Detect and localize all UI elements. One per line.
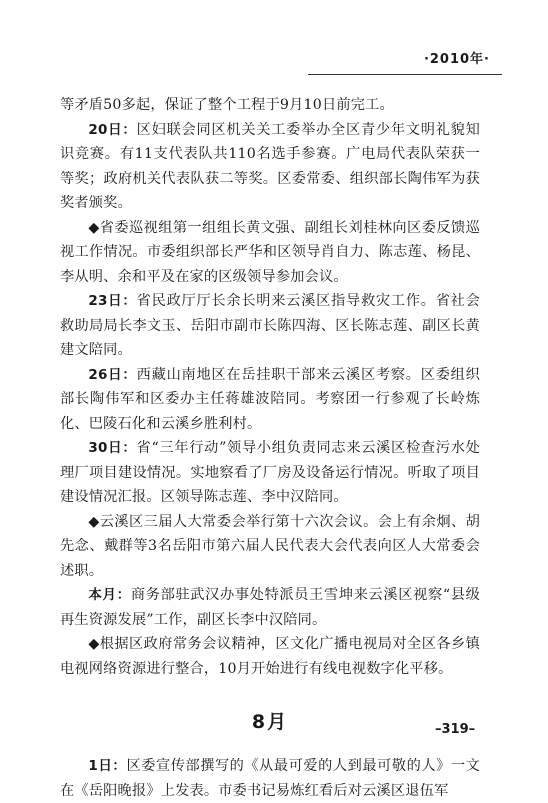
chronicle-entry bbox=[60, 93, 480, 118]
chronicle-entry bbox=[60, 436, 480, 510]
entry-date: 30日： bbox=[88, 440, 137, 456]
entry-date: 20日： bbox=[88, 121, 137, 138]
entry-date: 本月： bbox=[88, 587, 131, 603]
entry-date: 23日： bbox=[88, 293, 137, 309]
page-number: –319– bbox=[435, 722, 476, 737]
running-head-year: ·2010年· bbox=[423, 52, 490, 67]
chronicle-entry bbox=[60, 118, 480, 216]
entry-text: 省“三年行动”领导小组负责同志来云溪区检查污水处理厂项目建设情况。实地察看了厂房及设备运行情况。听取了项目建设情况汇报。区领导陈志莲、李中汉陪同。 bbox=[60, 440, 480, 505]
chronicle-entry bbox=[60, 754, 480, 803]
header-rule bbox=[308, 74, 502, 75]
chronicle-entry bbox=[60, 363, 480, 437]
entry-date: 1日： bbox=[88, 758, 127, 774]
entry-text: ◆省委巡视组第一组组长黄文强、副组长刘桂林向区委反馈巡视工作情况。市委组织部长严华和区领导肖自力、陈志莲、杨昆、李从明、余和平及在家的区级领导参加会议。 bbox=[60, 219, 480, 285]
chronicle-entry bbox=[60, 510, 480, 584]
july-entries bbox=[60, 93, 480, 681]
entry-text: 西藏山南地区在岳挂职干部来云溪区考察。区委组织部长陶伟军和区委办主任蒋雄波陪同。考察团一行参观了长岭炼化、巴陵石化和云溪乡胜利村。 bbox=[60, 366, 480, 432]
entry-text: 区妇联会同区机关关工委举办全区青少年文明礼貌知识竞赛。有11支代表队共110名选手参赛。广电局代表队荣获一等奖；政府机关代表队获二等奖。区委常委、组织部长陶伟军为获奖者颁奖。 bbox=[60, 121, 480, 211]
entry-text: ◆根据区政府常务会议精神，区文化广播电视局对全区各乡镇电视网络资源进行整合，10月开始进行有线电视数字化平移。 bbox=[60, 636, 480, 677]
entry-text: 等矛盾50多起，保证了整个工程于9月10日前完工。 bbox=[60, 97, 394, 113]
entry-date: 26日： bbox=[88, 366, 137, 383]
entry-text: ◆云溪区三届人大常委会举行第十六次会议。会上有余炯、胡先念、戴群等3名岳阳市第六届人民代表大会代表向区人大常委会述职。 bbox=[60, 513, 480, 579]
entry-text: 省民政厅厅长余长明来云溪区指导救灾工作。省社会救助局局长李文玉、岳阳市副市长陈四海、区长陈志莲、副区长黄建文陪同。 bbox=[60, 293, 480, 358]
entry-text: 区委宣传部撰写的《从最可爱的人到最可敬的人》一文在《岳阳晚报》上发表。市委书记易炼红看后对云溪区退伍军 bbox=[60, 758, 480, 799]
chronicle-entry bbox=[60, 632, 480, 681]
chronicle-entry bbox=[60, 216, 480, 290]
entry-text: 商务部驻武汉办事处特派员王雪坤来云溪区视察“县级再生资源发展”工作，副区长李中汉陪同。 bbox=[60, 587, 480, 628]
page-body bbox=[60, 93, 480, 803]
chronicle-entry bbox=[60, 289, 480, 363]
month-heading: 8月 bbox=[251, 711, 289, 733]
august-entries bbox=[60, 754, 480, 803]
chronicle-entry bbox=[60, 583, 480, 632]
